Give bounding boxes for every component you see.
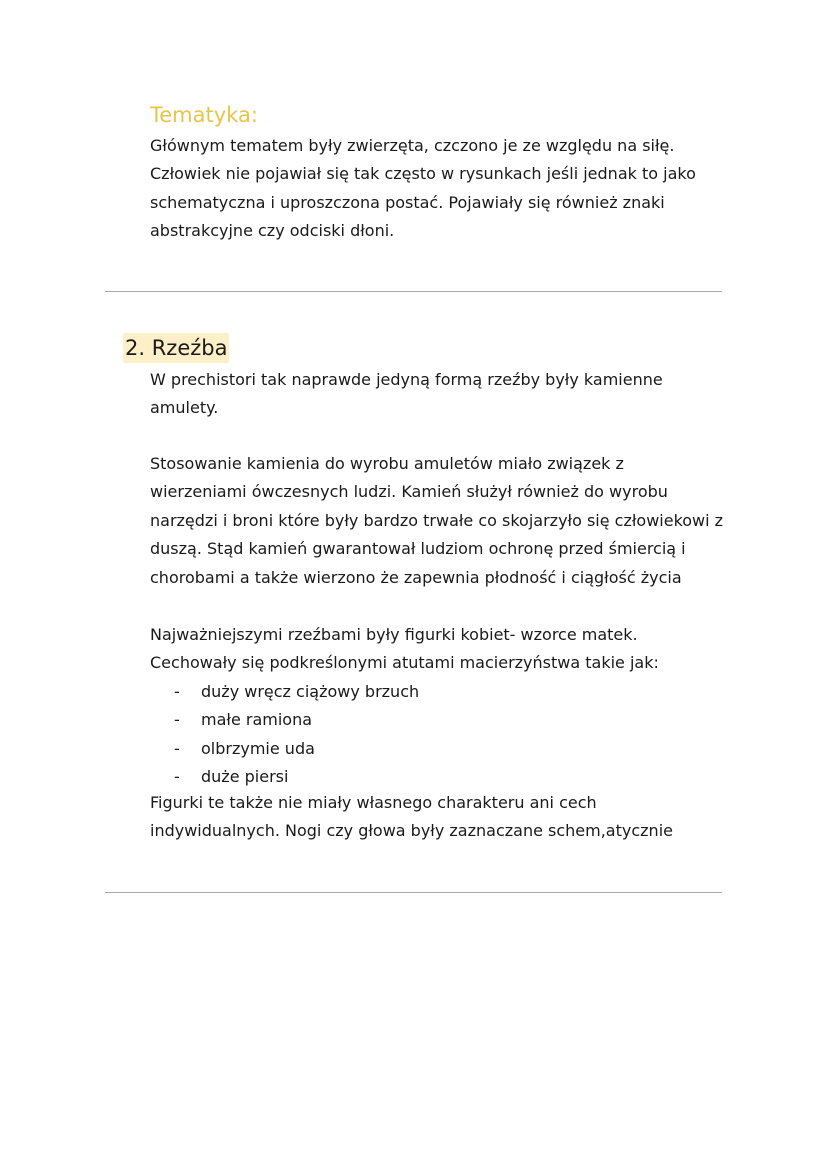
- dash-marker: -: [174, 738, 180, 758]
- text-line: Figurki te także nie miały własnego charakteru ani cech: [150, 793, 597, 812]
- list-item: [174, 678, 419, 706]
- dash-marker: -: [174, 682, 180, 701]
- section-divider: [105, 291, 722, 292]
- list-item-text: duży wręcz ciążowy brzuch: [201, 682, 420, 701]
- list-item: [174, 706, 419, 734]
- text-line: Cechowały się podkreślonymi atutami macierzyństwa takie jak:: [150, 653, 659, 673]
- list-item: [174, 735, 419, 763]
- tematyka-paragraph: [150, 132, 750, 246]
- text-line: Człowiek nie pojawiał się tak często w rysunkach jeśli jednak to jako: [150, 164, 696, 184]
- list-item-text: duże piersi: [201, 767, 289, 787]
- tematyka-heading: Tematyka:: [150, 103, 258, 127]
- rzezba-paragraph-1: [150, 366, 750, 423]
- text-line: W prechistori tak naprawde jedyną formą rzeźby były kamienne: [150, 370, 663, 389]
- text-line: Głównym tematem były zwierzęta, czczono je ze względu na siłę.: [150, 136, 675, 155]
- text-line: abstrakcyjne czy odciski dłoni.: [150, 221, 395, 241]
- rzezba-paragraph-3: [150, 621, 750, 678]
- rzezba-heading: 2. Rzeźba: [123, 333, 229, 363]
- dash-marker: -: [174, 710, 180, 730]
- text-line: chorobami a także wierzono że zapewnia płodność i ciągłość życia: [150, 567, 682, 587]
- list-item-text: małe ramiona: [201, 710, 313, 730]
- text-line: Najważniejszymi rzeźbami były figurki kobiet- wzorce matek.: [150, 625, 638, 644]
- features-list: [174, 678, 419, 792]
- section-divider: [105, 892, 722, 893]
- list-item: [174, 763, 419, 791]
- text-line: duszą. Stąd kamień gwarantował ludziom ochronę przed śmiercią i: [150, 539, 686, 559]
- dash-marker: -: [174, 767, 180, 787]
- text-line: Stosowanie kamienia do wyrobu amuletów miało związek z: [150, 454, 624, 473]
- rzezba-paragraph-4: [150, 789, 750, 846]
- text-line: schematyczna i uproszczona postać. Pojawiały się również znaki: [150, 192, 665, 212]
- text-line: wierzeniami ówczesnych ludzi. Kamień służył również do wyrobu: [150, 482, 668, 502]
- text-line: amulety.: [150, 398, 219, 418]
- rzezba-paragraph-2: [150, 450, 750, 592]
- text-line: indywidualnych. Nogi czy głowa były zaznaczane schem,atycznie: [150, 821, 673, 841]
- list-item-text: olbrzymie uda: [201, 738, 315, 758]
- text-line: narzędzi i broni które były bardzo trwałe co skojarzyło się człowiekowi z: [150, 510, 724, 530]
